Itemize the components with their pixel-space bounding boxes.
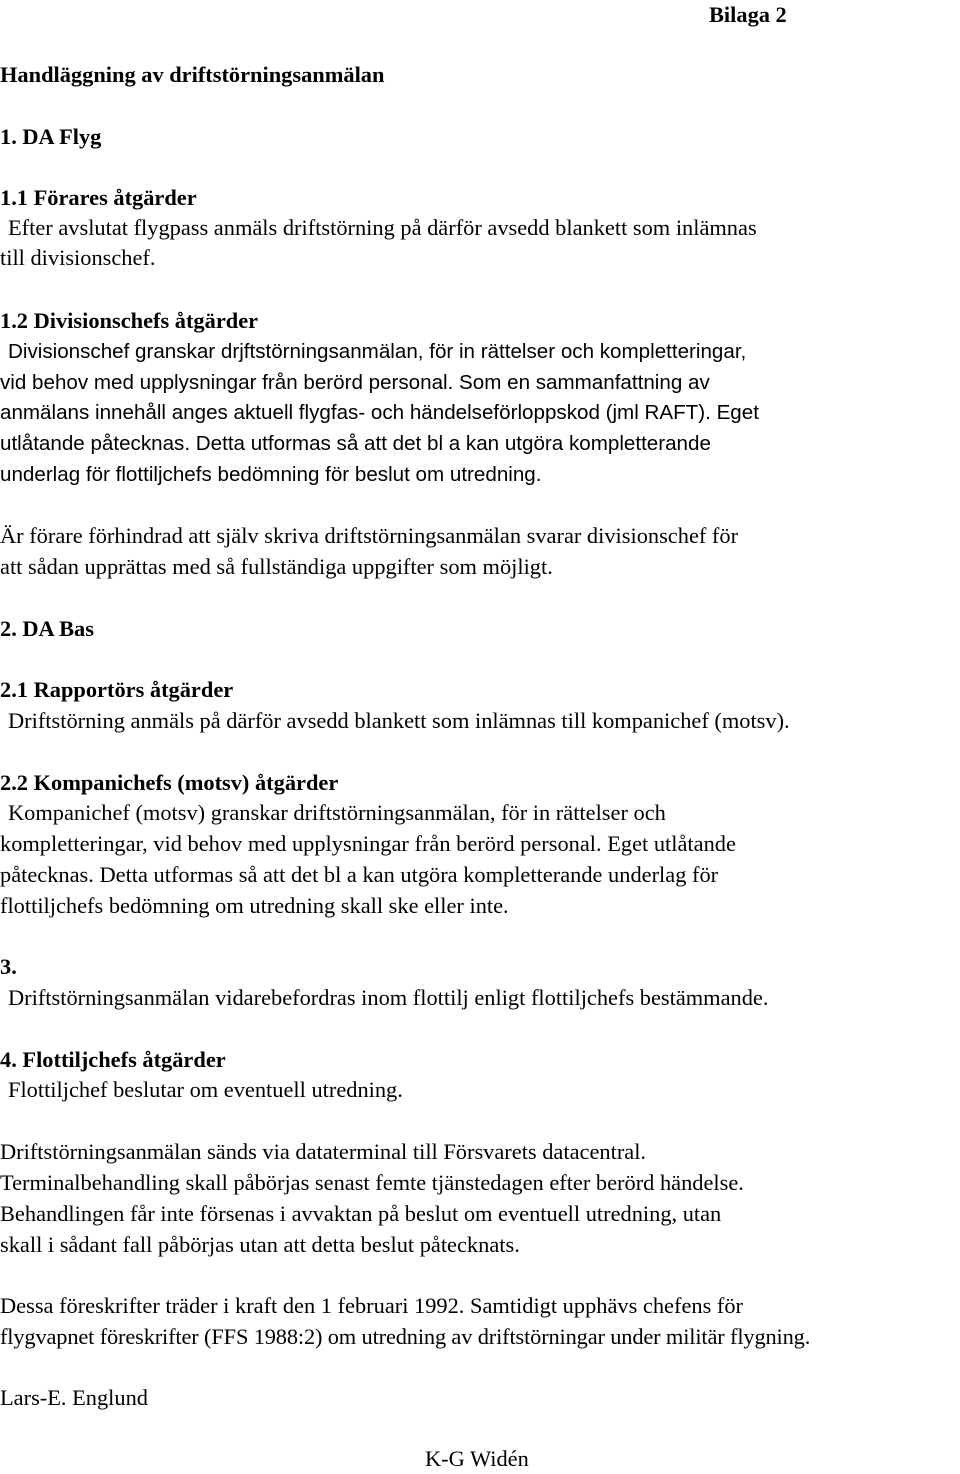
section-1-2-line: anmälans innehåll anges aktuell flygfas- och händelseförloppskod (jml RAFT). Eget (0, 401, 759, 424)
section-2-1-heading: 2.1 Rapportörs åtgärder (0, 677, 234, 702)
section-1-2-heading: 1.2 Divisionschefs åtgärder (0, 308, 259, 333)
document-title: Handläggning av driftstörningsanmälan (0, 62, 385, 87)
section-1-2-line: utlåtande påtecknas. Detta utformas så att det bl a kan utgöra kompletterande (0, 432, 711, 455)
effective-date-line: Dessa föreskrifter träder i kraft den 1 februari 1992. Samtidigt upphävs chefens för (0, 1293, 743, 1318)
section-4-line: Flottiljchef beslutar om eventuell utredning. (8, 1077, 403, 1102)
section-1-2-line: underlag för flottiljchefs bedömning för beslut om utredning. (0, 463, 542, 486)
appendix-label: Bilaga 2 (709, 2, 787, 27)
section-1-1-heading: 1.1 Förares åtgärder (0, 185, 197, 210)
section-2-2-line: påtecknas. Detta utformas så att det bl a kan utgöra kompletterande underlag för (0, 862, 719, 887)
section-1-1-line: till divisionschef. (0, 245, 156, 270)
effective-date-line: flygvapnet föreskrifter (FFS 1988:2) om utredning av driftstörningar under militär flygning. (0, 1324, 811, 1349)
section-4-paragraph-2-line: Behandlingen får inte försenas i avvaktan på beslut om eventuell utredning, utan (0, 1201, 722, 1226)
section-1-2-paragraph-2-line: att sådan upprättas med så fullständiga uppgifter som möjligt. (0, 554, 553, 579)
section-2-2-line: Kompanichef (motsv) granskar driftstörningsanmälan, för in rättelser och (8, 800, 666, 825)
section-4-paragraph-2-line: Terminalbehandling skall påbörjas senast femte tjänstedagen efter berörd händelse. (0, 1170, 744, 1195)
section-2-1-line: Driftstörning anmäls på därför avsedd blankett som inlämnas till kompanichef (motsv). (8, 708, 790, 733)
section-1-2-line: vid behov med upplysningar från berörd personal. Som en sammanfattning av (0, 371, 710, 394)
section-2-2-heading: 2.2 Kompanichefs (motsv) åtgärder (0, 770, 339, 795)
signature-second: K-G Widén (425, 1446, 529, 1471)
section-2-2-line: kompletteringar, vid behov med upplysningar från berörd personal. Eget utlåtande (0, 831, 736, 856)
signature-first: Lars-E. Englund (0, 1385, 148, 1410)
section-3-heading: 3. (0, 954, 17, 979)
section-1-2-line: Divisionschef granskar drjftstörningsanmälan, för in rättelser och kompletteringar, (8, 340, 747, 363)
section-4-heading: 4. Flottiljchefs åtgärder (0, 1047, 226, 1072)
section-1-heading: 1. DA Flyg (0, 124, 102, 149)
section-4-paragraph-2-line: skall i sådant fall påbörjas utan att detta beslut påtecknats. (0, 1232, 520, 1257)
section-1-1-line: Efter avslutat flygpass anmäls driftstörning på därför avsedd blankett som inlämnas (8, 215, 757, 240)
section-2-heading: 2. DA Bas (0, 616, 94, 641)
section-4-paragraph-2-line: Driftstörningsanmälan sänds via dataterminal till Försvarets datacentral. (0, 1139, 647, 1164)
section-2-2-line: flottiljchefs bedömning om utredning skall ske eller inte. (0, 893, 509, 918)
section-3-line: Driftstörningsanmälan vidarebefordras inom flottilj enligt flottiljchefs bestämmande. (8, 985, 769, 1010)
section-1-2-paragraph-2-line: Är förare förhindrad att själv skriva driftstörningsanmälan svarar divisionschef för (0, 523, 739, 548)
